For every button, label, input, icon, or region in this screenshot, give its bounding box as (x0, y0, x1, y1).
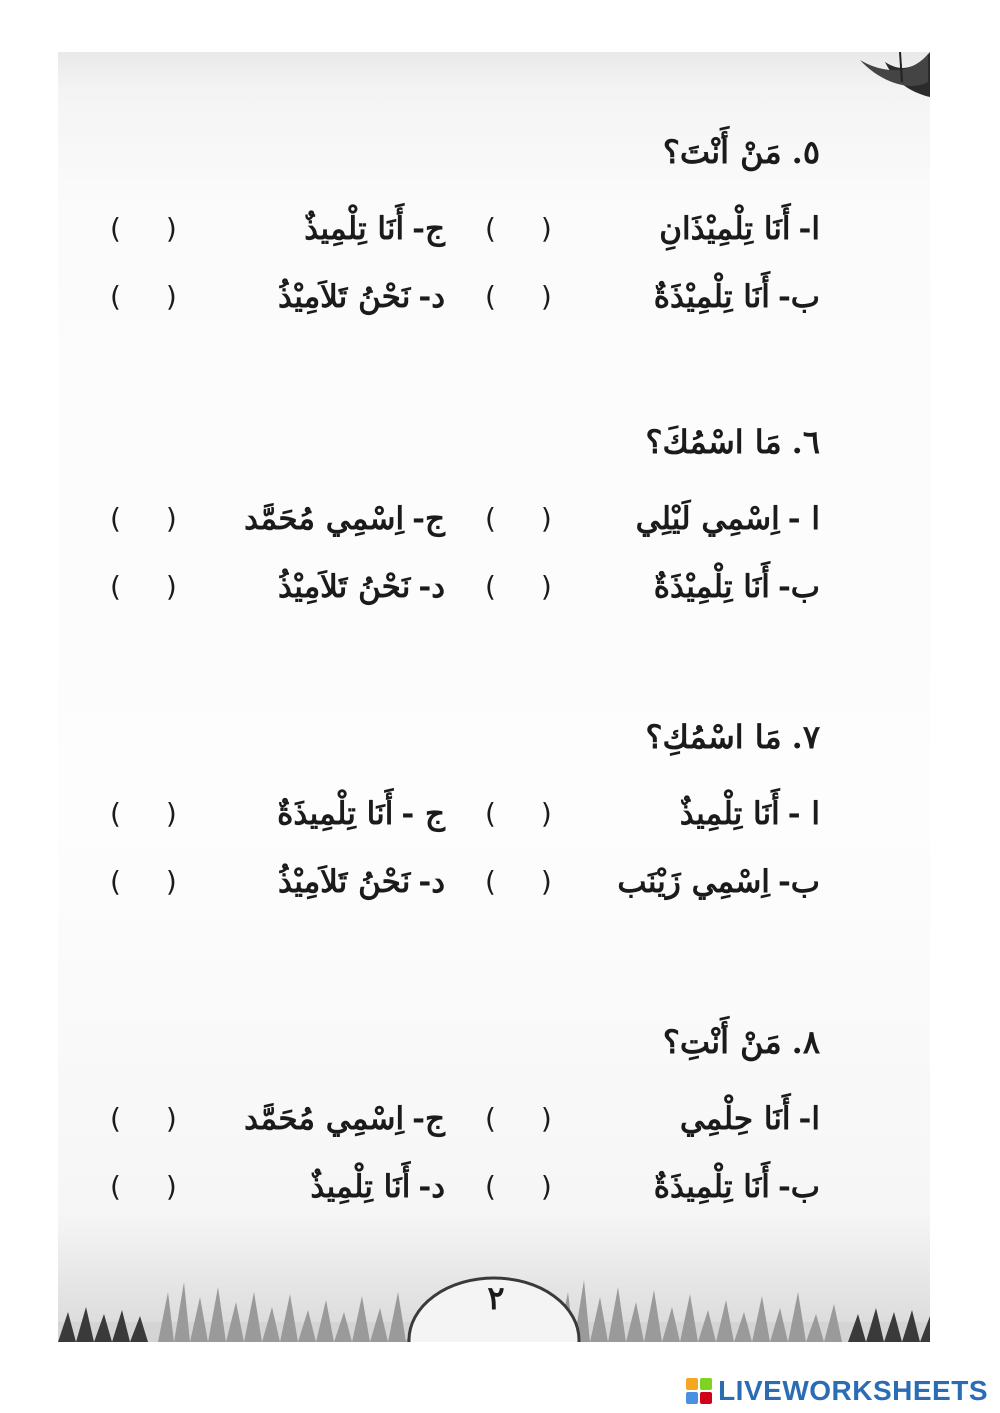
question-6 (100, 412, 820, 612)
option-letter: د- (418, 1169, 445, 1205)
option-letter: ب- (777, 864, 820, 900)
answer-box[interactable]: ( ) (110, 502, 195, 535)
options-list (100, 1094, 820, 1212)
answer-box[interactable]: ( ) (110, 865, 195, 898)
logo-square (700, 1378, 712, 1390)
worksheet-page (58, 52, 930, 1342)
option-letter: د- (418, 279, 445, 315)
option-letter: ج - (401, 796, 445, 832)
question-5 (100, 122, 820, 322)
answer-box[interactable]: ( ) (110, 280, 195, 313)
answer-box[interactable]: ( ) (110, 1170, 195, 1203)
question-number: ٨. (791, 1023, 820, 1061)
answer-box[interactable]: ( ) (485, 280, 570, 313)
option-c[interactable] (100, 1094, 445, 1144)
logo-square (700, 1392, 712, 1404)
option-a[interactable] (475, 1094, 820, 1144)
brand-name: LIVEWORKSHEETS (718, 1375, 988, 1406)
option-text: اِسْمِي زَيْنَب (617, 864, 770, 900)
page-number: ٢ (487, 1279, 505, 1317)
option-letter: ب- (777, 1169, 820, 1205)
option-text: أَنَا تِلْمِيذٌ (679, 796, 780, 832)
question-7 (100, 707, 820, 907)
option-text: أَنَا تِلْمِيذٌ (310, 1169, 411, 1205)
option-letter: ب- (777, 279, 820, 315)
option-text: أَنَا تِلْمِيذَةٌ (277, 796, 394, 832)
option-letter: ب- (777, 569, 820, 605)
answer-box[interactable]: ( ) (485, 502, 570, 535)
option-text: اِسْمِي لَيْلِي (635, 501, 780, 537)
option-b[interactable] (475, 272, 820, 322)
options-list (100, 204, 820, 322)
answer-box[interactable]: ( ) (110, 797, 195, 830)
option-d[interactable] (100, 857, 445, 907)
option-text: نَحْنُ تَلاَمِيْذُ (277, 864, 411, 900)
question-text: مَنْ أَنْتِ؟ (662, 1023, 782, 1061)
option-a[interactable] (475, 204, 820, 254)
option-b[interactable] (475, 857, 820, 907)
option-letter: د- (418, 864, 445, 900)
option-text: نَحْنُ تَلاَمِيْذُ (277, 279, 411, 315)
answer-box[interactable]: ( ) (485, 865, 570, 898)
option-text: أَنَا تِلْمِيْذَانِ (659, 211, 791, 247)
option-text: أَنَا تِلْمِيْذَةٌ (653, 279, 770, 315)
answer-box[interactable]: ( ) (110, 570, 195, 603)
option-b[interactable] (475, 1162, 820, 1212)
option-letter: ج- (412, 501, 445, 537)
option-text: أَنَا تِلْمِيْذَةٌ (653, 569, 770, 605)
answer-box[interactable]: ( ) (485, 1170, 570, 1203)
question-title (100, 412, 820, 472)
option-letter: ا - (787, 501, 820, 537)
option-a[interactable] (475, 789, 820, 839)
logo-square (686, 1378, 698, 1390)
options-list (100, 789, 820, 907)
option-text: اِسْمِي مُحَمَّد (244, 501, 405, 537)
question-text: مَا اسْمُكَ؟ (645, 423, 782, 461)
option-d[interactable] (100, 272, 445, 322)
option-text: نَحْنُ تَلاَمِيْذُ (277, 569, 411, 605)
option-text: أَنَا حِلْمِي (679, 1101, 791, 1137)
question-title (100, 707, 820, 767)
option-b[interactable] (475, 562, 820, 612)
option-c[interactable] (100, 204, 445, 254)
question-8 (100, 1012, 820, 1212)
liveworksheets-brand[interactable] (686, 1375, 988, 1407)
question-number: ٧. (791, 718, 820, 756)
option-text: أَنَا تِلْمِيذَةٌ (653, 1169, 770, 1205)
question-title (100, 122, 820, 182)
answer-box[interactable]: ( ) (110, 212, 195, 245)
answer-box[interactable]: ( ) (485, 797, 570, 830)
option-text: أَنَا تِلْمِيذٌ (304, 211, 405, 247)
option-c[interactable] (100, 789, 445, 839)
option-text: اِسْمِي مُحَمَّد (244, 1101, 405, 1137)
logo-square (686, 1392, 698, 1404)
question-number: ٥. (791, 133, 820, 171)
liveworksheets-logo-icon (686, 1378, 712, 1404)
answer-box[interactable]: ( ) (110, 1102, 195, 1135)
options-list (100, 494, 820, 612)
option-letter: ا - (787, 796, 820, 832)
option-letter: ا- (798, 211, 820, 247)
option-letter: ج- (412, 1101, 445, 1137)
option-letter: ج- (412, 211, 445, 247)
question-number: ٦. (791, 423, 820, 461)
option-c[interactable] (100, 494, 445, 544)
answer-box[interactable]: ( ) (485, 212, 570, 245)
leaf-icon (840, 52, 930, 112)
option-letter: د- (418, 569, 445, 605)
question-text: مَنْ أَنْتَ؟ (662, 133, 782, 171)
answer-box[interactable]: ( ) (485, 1102, 570, 1135)
option-letter: ا- (798, 1101, 820, 1137)
question-text: مَا اسْمُكِ؟ (645, 718, 782, 756)
option-d[interactable] (100, 1162, 445, 1212)
question-title (100, 1012, 820, 1072)
option-a[interactable] (475, 494, 820, 544)
option-d[interactable] (100, 562, 445, 612)
answer-box[interactable]: ( ) (485, 570, 570, 603)
